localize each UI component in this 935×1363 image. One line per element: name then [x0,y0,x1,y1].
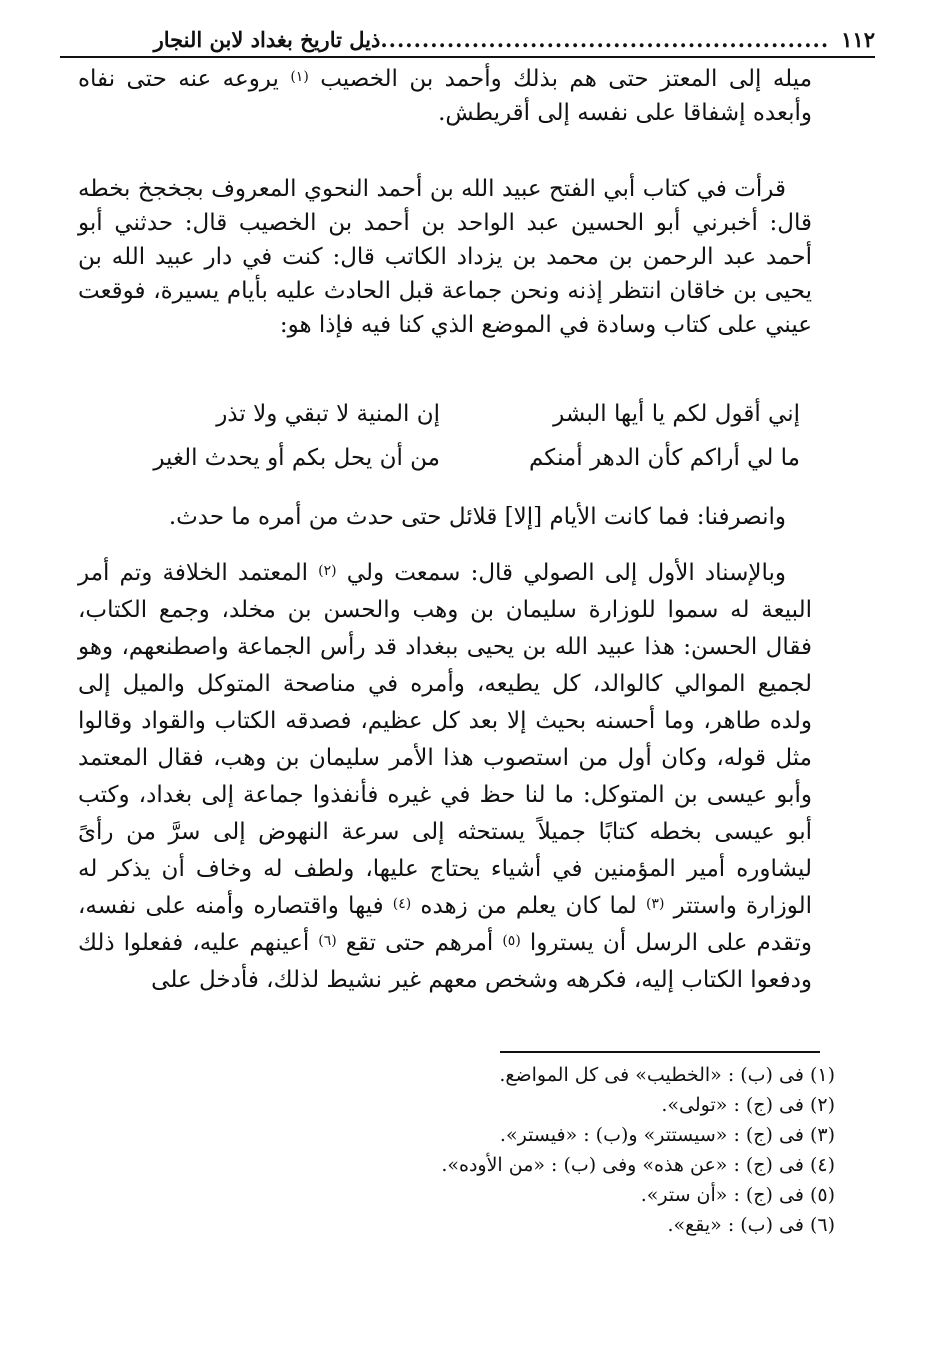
footnote [300,1120,835,1150]
footnote-separator [500,1051,820,1053]
footnote-text: فى (ج) : «تولى». [661,1094,804,1116]
footnote-ref-3: (٣) [645,896,665,912]
running-header [60,22,875,58]
paragraph-2: قرأت في كتاب أبي الفتح عبيد الله بن أحمد النحوي المعروف بجخجخ بخطه قال: أخبرني أبو الحسين عبد الواحد بن أحمد بن الخصيب قال: حدثني أبو أحمد عبد الرحمن بن محمد بن يزداد الكاتب قال: كنت في دار عبيد الله بن يحيى بن خاقان انتظر إذنه ونحن جماعة قبل الحادث عليه بأيام يسيرة، فوقعت عيني على كتاب وسادة في الموضع الذي كنا فيه فإذا هو: [78,176,812,338]
verse-line-1 [140,392,800,436]
footnote-text: فى (ب) : «يقع». [667,1214,804,1236]
footnote-text: فى (ب) : «الخطيب» فى كل المواضع. [499,1064,804,1086]
footnote-number: (٦) [809,1214,835,1236]
footnote-number: (٥) [809,1184,835,1206]
paragraph-4-text-1: وبالإسناد الأول إلى الصولي قال: سمعت ولي [346,560,786,586]
footnote-number: (٤) [809,1154,835,1176]
footnote [300,1060,835,1090]
verse-2-first-hemistich: ما لي أراكم كأن الدهر أمنكم [528,445,800,471]
footnote [300,1150,835,1180]
footnote-text: فى (ج) : «عن هذه» وفى (ب) : «من الأوده». [441,1154,804,1176]
footnote [300,1090,835,1120]
footnote-ref-6: (٦) [318,933,337,949]
footnotes [300,1060,835,1240]
paragraph-4-text-3: لما كان يعلم من زهده [420,893,637,919]
footnote-ref-5: (٥) [502,933,521,949]
footnote-number: (٢) [809,1094,835,1116]
footnote-text: فى (ج) : «سيستتر» و(ب) : «فيستر». [499,1124,804,1146]
footnote-ref-1: (١) [290,69,309,85]
paragraph-4-text-5: أمرهم حتى تقع [345,930,494,956]
paragraph-3: وانصرفنا: فما كانت الأيام [إلا] قلائل حتى حدث من أمره ما حدث. [168,504,786,530]
footnote [300,1180,835,1210]
book-title: ذيل تاريخ بغداد لابن النجار [153,26,381,52]
footnote-number: (٣) [809,1124,835,1146]
footnote-ref-2: (٢) [318,563,337,579]
verse-line-2 [140,436,800,480]
poem [140,392,800,480]
paragraph-4 [78,555,812,999]
paragraph-4-text-6: أعينهم عليه، ففعلوا ذلك ودفعوا الكتاب إليه، فكرهه وشخص معهم غير نشيط لذلك، فأدخل على [78,930,812,993]
paragraph-4-text-4: فيها واقتصاره وأمنه على نفسه، وتقدم على الرسل أن يستروا [78,893,812,956]
paragraph-4-text-2: المعتمد الخلافة وتم أمر البيعة له سموا للوزارة سليمان بن وهب والحسن بن مخلد، وجمع الكتاب، فقال الحسن: هذا عبيد الله بن يحيى ببغداد قد رأس الجماعة واصطنعهم، وهو لجميع الموالي كالوالد، كل يطيعه، وأمره في مناصحة المتوكل والميل إلى ولده طاهر، وما أحسنه بحيث إلا بعد كل عظيم، فصدقه الكتاب والقواد وقالوا مثل قوله، وكان أول من استصوب هذا الأمر سليمان بن وهب، فقال المعتمد وأبو عيسى بن المتوكل: ما لنا حظ في غيره فأنفذوا جماعة إلى بغداد، وكتب أبو عيسى بخطه كتابًا جميلاً يستحثه إلى سرعة النهوض إلى سرَّ من رأىً ليشاوره أمير المؤمنين في أشياء يحتاج عليها، ولطف له وخاف أن يذكر له الوزارة واستتر [78,560,812,919]
page-number: ١١٢ [841,26,875,52]
paragraph-1 [78,62,812,130]
verse-1-first-hemistich: إني أقول لكم يا أيها البشر [553,401,800,427]
verse-2-second-hemistich: من أن يحل بكم أو يحدث الغير [153,445,440,471]
header-leader-dots: ...................................................... [380,26,830,52]
footnote-text: فى (ج) : «أن ستر». [640,1184,804,1206]
footnote-number: (١) [809,1064,835,1086]
verse-1-second-hemistich: إن المنية لا تبقي ولا تذر [216,401,440,427]
paragraph-1-text-b: يروعه عنه حتى نفاه وأبعده إشفاقا على نفسه إلى أقريطش. [78,66,812,126]
paragraph-1-text-a: ميله إلى المعتز حتى هم بذلك وأحمد بن الخصيب [320,66,813,92]
footnote-ref-4: (٤) [392,896,412,912]
footnote [300,1210,835,1240]
